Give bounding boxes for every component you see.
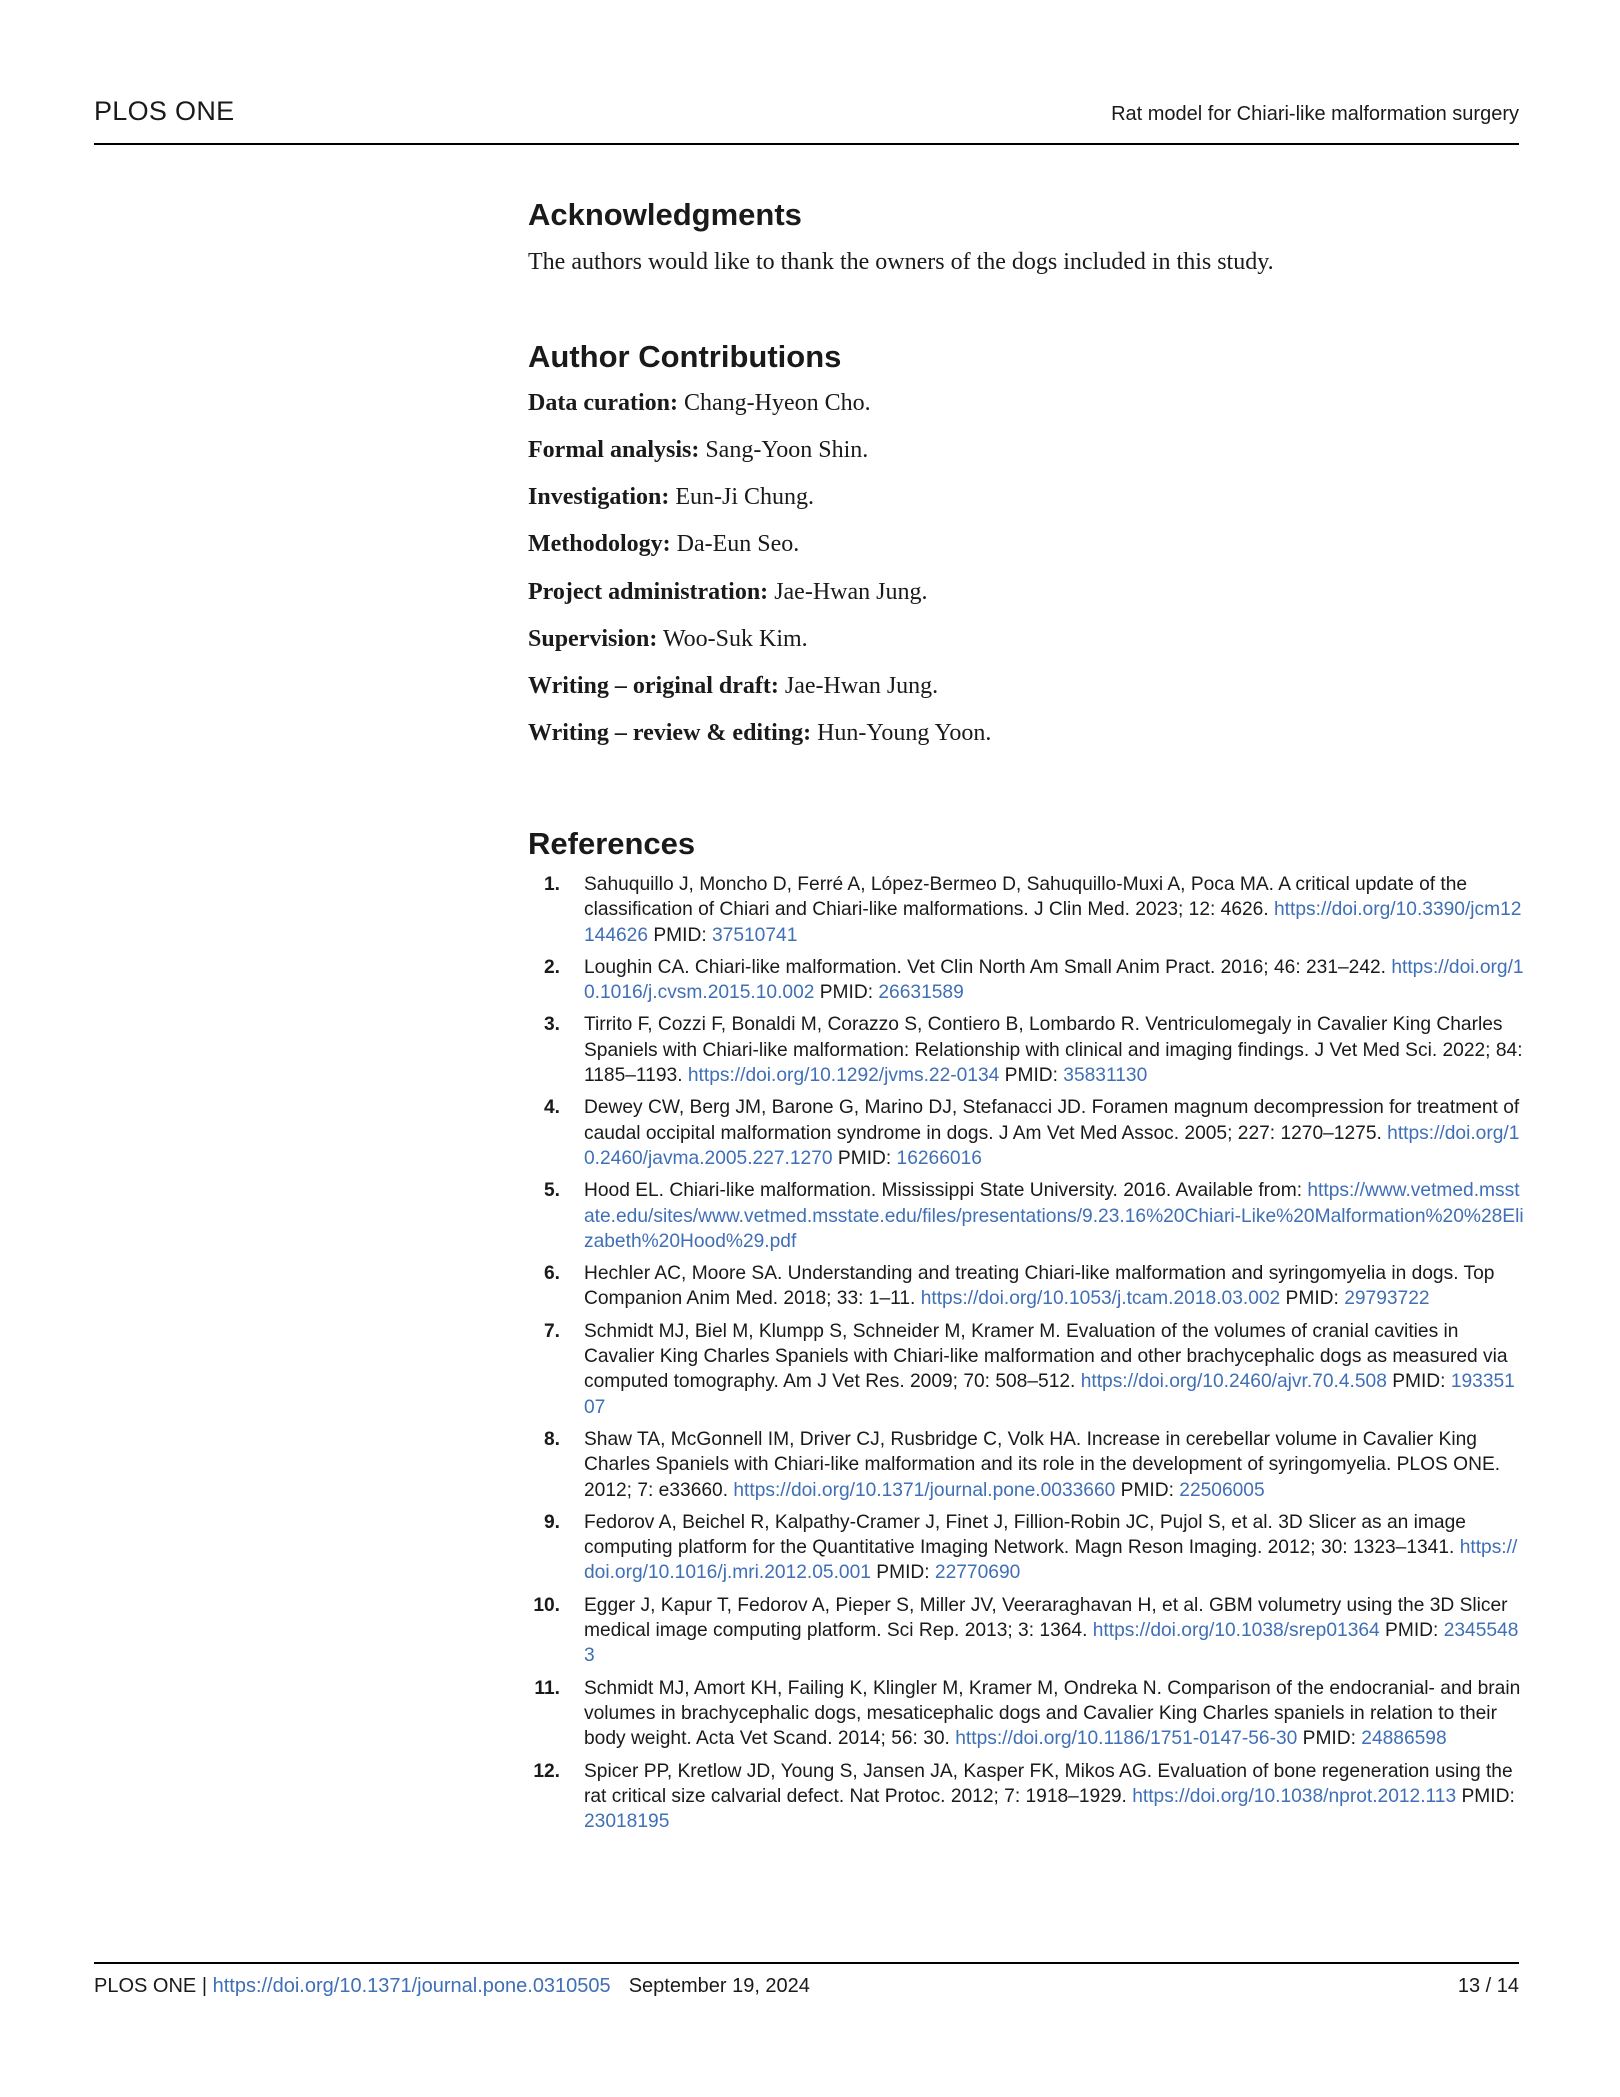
reference-item xyxy=(528,1759,1524,1835)
reference-doi-link[interactable]: https://doi.org/10.1016/j.mri.2012.05.001 xyxy=(584,1537,1518,1584)
journal-title: PLOS ONE xyxy=(94,96,235,126)
contribution-names: Eun-Ji Chung. xyxy=(669,484,815,510)
references-heading: References xyxy=(528,826,696,861)
reference-text: Hood EL. Chiari-like malformation. Mississippi State University. 2016. Available from: xyxy=(584,1180,1308,1202)
reference-pmid-label: PMID: xyxy=(1297,1728,1362,1750)
reference-pmid-label: PMID: xyxy=(1386,1371,1451,1393)
reference-pmid-label: PMID: xyxy=(832,1147,897,1169)
footer-date: September 19, 2024 xyxy=(628,1975,810,1997)
reference-pmid-link[interactable]: 35831130 xyxy=(1063,1065,1148,1087)
contribution-role: Investigation: xyxy=(528,484,670,510)
reference-doi-link[interactable]: https://doi.org/10.2460/javma.2005.227.1270 xyxy=(584,1122,1520,1169)
contribution-line xyxy=(528,531,799,558)
reference-item xyxy=(528,1593,1524,1669)
contribution-names: Hun-Young Yoon. xyxy=(811,720,992,746)
reference-text: Tirrito F, Cozzi F, Bonaldi M, Corazzo S, Contiero B, Lombardo R. Ventriculomegaly in Cavalier King Charles Spaniels with Chiari-like malformation: Relationship with clinical and imaging findings. J Vet Med Sci. 2022; 84: 1185–1193. xyxy=(584,1014,1523,1087)
reference-doi-link[interactable]: https://doi.org/10.1292/jvms.22-0134 xyxy=(687,1065,1000,1087)
reference-number: 2. xyxy=(543,956,560,978)
contribution-names: Jae-Hwan Jung. xyxy=(778,673,939,699)
contribution-role: Supervision: xyxy=(528,626,658,652)
reference-text: Egger J, Kapur T, Fedorov A, Pieper S, Miller JV, Veeraraghavan H, et al. GBM volumetry using the 3D Slicer medical image computing platform. Sci Rep. 2013; 3: 1364. xyxy=(584,1594,1508,1642)
contribution-role: Project administration: xyxy=(528,579,769,605)
reference-item xyxy=(528,872,1524,948)
contribution-names: Chang-Hyeon Cho. xyxy=(677,390,871,416)
author-contributions-heading: Author Contributions xyxy=(528,339,842,374)
reference-text: Loughin CA. Chiari-like malformation. Vet Clin North Am Small Anim Pract. 2016; 46: 231–242. xyxy=(584,956,1392,978)
reference-item xyxy=(528,1676,1524,1752)
reference-item xyxy=(528,1012,1524,1088)
reference-number: 1. xyxy=(543,874,560,895)
contribution-names: Woo-Suk Kim. xyxy=(657,626,808,652)
reference-text: Fedorov A, Beichel R, Kalpathy-Cramer J, Finet J, Fillion-Robin JC, Pujol S, et al. 3D Slicer as an image computing platform for the Quantitative Imaging Network. Magn Reson Imaging. 2012; 30: 1323–1341. xyxy=(584,1511,1466,1559)
contribution-line xyxy=(528,720,991,747)
contribution-names: Da-Eun Seo. xyxy=(670,531,800,557)
page-number: 13 / 14 xyxy=(1457,1975,1519,1997)
reference-text: Schmidt MJ, Biel M, Klumpp S, Schneider M, Kramer M. Evaluation of the volumes of cranial cavities in Cavalier King Charles Spaniels with Chiari-like malformation and other brachycephalic dogs as measured via computed tomography. Am J Vet Res. 2009; 70: 508–512. xyxy=(584,1320,1508,1393)
contribution-role: Methodology: xyxy=(528,531,671,557)
contribution-role: Writing – review & editing: xyxy=(528,720,812,746)
reference-number: 12. xyxy=(533,1760,560,1782)
contribution-role: Writing – original draft: xyxy=(528,673,779,699)
running-title: Rat model for Chiari-like malformation surgery xyxy=(1111,103,1519,125)
contribution-line xyxy=(528,390,871,417)
reference-doi-link[interactable]: https://doi.org/10.3390/jcm12144626 xyxy=(584,899,1522,946)
reference-pmid-link[interactable]: 23455483 xyxy=(584,1620,1519,1667)
reference-pmid-link[interactable]: 24886598 xyxy=(1361,1728,1447,1750)
reference-text: Sahuquillo J, Moncho D, Ferré A, López-Bermeo D, Sahuquillo-Muxi A, Poca MA. A critical update of the classification of Chiari and Chiari-like malformations. J Clin Med. 2023; 12: 4626. xyxy=(584,874,1468,921)
reference-pmid-label: PMID: xyxy=(1379,1620,1444,1642)
reference-pmid-link[interactable]: 22770690 xyxy=(934,1562,1021,1584)
reference-text: Hechler AC, Moore SA. Understanding and treating Chiari-like malformation and syringomyelia in dogs. Top Companion Anim Med. 2018; 33: 1–11. xyxy=(584,1263,1495,1310)
reference-pmid-link[interactable]: 37510741 xyxy=(712,924,798,946)
reference-doi-link[interactable]: https://doi.org/10.1371/journal.pone.0033660 xyxy=(733,1479,1116,1501)
contribution-line xyxy=(528,484,814,511)
reference-number: 7. xyxy=(543,1320,560,1342)
reference-pmid-link[interactable]: 16266016 xyxy=(896,1147,982,1169)
reference-item xyxy=(528,1261,1524,1312)
contribution-role: Formal analysis: xyxy=(528,437,700,463)
reference-number: 10. xyxy=(533,1594,560,1616)
contribution-line xyxy=(528,626,808,653)
reference-doi-link[interactable]: https://www.vetmed.msstate.edu/sites/www.vetmed.msstate.edu/files/presentations/9.23.16%20Chiari-Like%20Malformation%20%28Elizabeth%20Hood%29.pdf xyxy=(584,1180,1524,1252)
reference-doi-link[interactable]: https://doi.org/10.1038/nprot.2012.113 xyxy=(1132,1785,1457,1807)
reference-pmid-link[interactable]: 29793722 xyxy=(1344,1288,1430,1310)
reference-number: 3. xyxy=(543,1014,560,1036)
reference-item xyxy=(528,1319,1524,1420)
reference-pmid-link[interactable]: 22506005 xyxy=(1179,1479,1265,1501)
reference-pmid-link[interactable]: 19335107 xyxy=(584,1371,1515,1418)
reference-text: Shaw TA, McGonnell IM, Driver CJ, Rusbridge C, Volk HA. Increase in cerebellar volume in Cavalier King Charles Spaniels with Chiari-like malformation and its role in the development of syringomyelia. PLOS ONE. 2012; 7: e33660. xyxy=(584,1428,1501,1501)
reference-number: 11. xyxy=(534,1677,560,1699)
reference-item xyxy=(528,1427,1524,1503)
reference-list xyxy=(528,872,1524,1841)
reference-doi-link[interactable]: https://doi.org/10.1053/j.tcam.2018.03.002 xyxy=(920,1288,1281,1310)
reference-pmid-label: PMID: xyxy=(999,1065,1064,1087)
reference-pmid-label: PMID: xyxy=(870,1562,935,1584)
reference-pmid-label: PMID: xyxy=(648,924,712,946)
contribution-names: Sang-Yoon Shin. xyxy=(699,437,869,463)
reference-text: Spicer PP, Kretlow JD, Young S, Jansen JA, Kasper FK, Mikos AG. Evaluation of bone regeneration using the rat critical size calvarial defect. Nat Protoc. 2012; 7: 1918–1929. xyxy=(584,1760,1513,1807)
contribution-line xyxy=(528,579,927,606)
contribution-names: Jae-Hwan Jung. xyxy=(768,579,928,605)
reference-pmid-label: PMID: xyxy=(1456,1785,1515,1807)
reference-number: 6. xyxy=(543,1263,560,1285)
footer-journal: PLOS ONE | xyxy=(94,1975,213,1997)
contribution-role: Data curation: xyxy=(528,390,678,416)
reference-item xyxy=(528,1178,1524,1254)
reference-text: Dewey CW, Berg JM, Barone G, Marino DJ, Stefanacci JD. Foramen magnum decompression for treatment of caudal occipital malformation syndrome in dogs. J Am Vet Med Assoc. 2005; 227: 1270–1275. xyxy=(584,1097,1520,1144)
contribution-line xyxy=(528,673,938,700)
acknowledgments-text: The authors would like to thank the owners of the dogs included in this study. xyxy=(528,249,1274,275)
reference-pmid-label: PMID: xyxy=(814,982,879,1004)
reference-item xyxy=(528,1510,1524,1586)
reference-doi-link[interactable]: https://doi.org/10.1016/j.cvsm.2015.10.002 xyxy=(584,956,1524,1004)
reference-number: 8. xyxy=(543,1428,560,1450)
reference-pmid-label: PMID: xyxy=(1280,1288,1345,1310)
reference-doi-link[interactable]: https://doi.org/10.1186/1751-0147-56-30 xyxy=(955,1728,1298,1750)
footer-divider xyxy=(94,1962,1519,1964)
reference-pmid-link[interactable]: 23018195 xyxy=(584,1811,670,1833)
acknowledgments-heading: Acknowledgments xyxy=(528,197,802,232)
reference-pmid-link[interactable]: 26631589 xyxy=(878,982,964,1004)
reference-text: Schmidt MJ, Amort KH, Failing K, Klingler M, Kramer M, Ondreka N. Comparison of the endocranial- and brain volumes in brachycephalic dogs, mesaticephalic dogs and Cavalier King Charles spaniels in relation to their body weight. Acta Vet Scand. 2014; 56: 30. xyxy=(584,1677,1521,1750)
contribution-line xyxy=(528,437,868,464)
footer-doi-link[interactable]: https://doi.org/10.1371/journal.pone.0310505 xyxy=(212,1975,611,1997)
reference-number: 4. xyxy=(543,1097,560,1119)
reference-number: 5. xyxy=(543,1180,560,1202)
reference-number: 9. xyxy=(543,1511,560,1533)
reference-item xyxy=(528,1095,1524,1171)
reference-pmid-label: PMID: xyxy=(1115,1479,1180,1501)
reference-doi-link[interactable]: https://doi.org/10.2460/ajvr.70.4.508 xyxy=(1080,1371,1387,1393)
header-divider xyxy=(94,143,1519,145)
reference-doi-link[interactable]: https://doi.org/10.1038/srep01364 xyxy=(1092,1620,1380,1642)
reference-item xyxy=(528,955,1524,1006)
footer-citation xyxy=(94,1975,810,1998)
